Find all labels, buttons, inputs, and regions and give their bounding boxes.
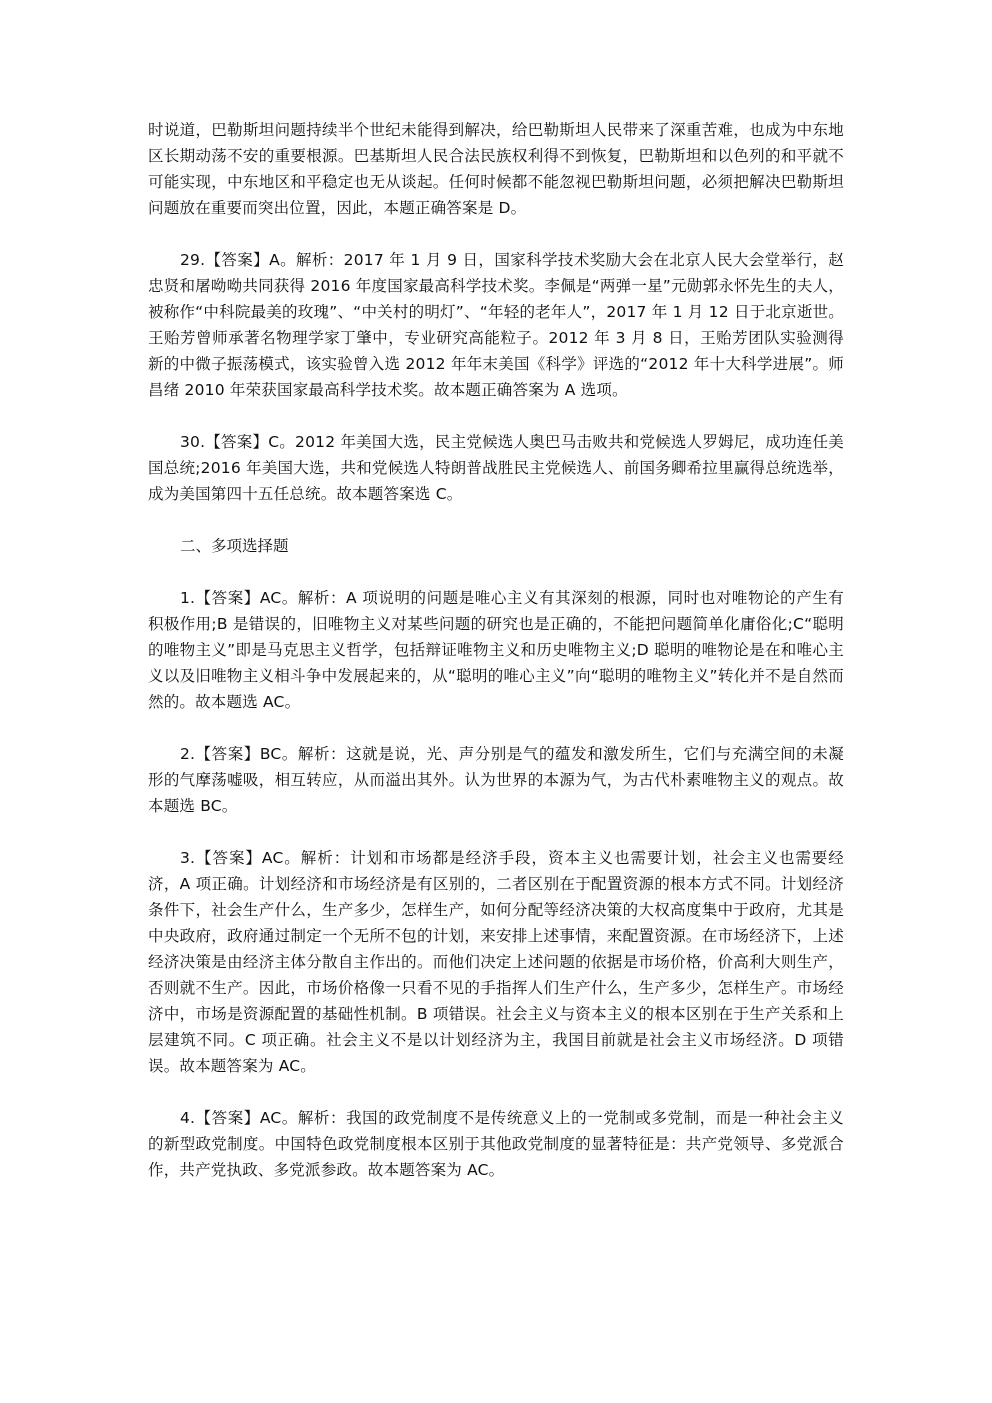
- answer-paragraph-continuation: 时说道，巴勒斯坦问题持续半个世纪未能得到解决，给巴勒斯坦人民带来了深重苦难，也成为中东地区长期动荡不安的重要根源。巴基斯坦人民合法民族权利得不到恢复，巴勒斯坦和以色列的和平就不可能实现，中东地区和平稳定也无从谈起。任何时候都不能忽视巴勒斯坦问题，必须把解决巴勒斯坦问题放在重要而突出位置，因此，本题正确答案是 D。: [148, 121, 844, 217]
- multi-answer-paragraph-1: 1.【答案】AC。解析：A 项说明的问题是唯心主义有其深刻的根源，同时也对唯物论的产生有积极作用;B 是错误的，旧唯物主义对某些问题的研究也是正确的，不能把问题简单化庸俗化;C“聪明的唯物主义”即是马克思主义哲学，包括辩证唯物主义和历史唯物主义;D 聪明的唯物论是在和唯心主义以及旧唯物主义相斗争中发展起来的，从“聪明的唯心主义”向“聪明的唯物主义”转化并不是自然而然的。故本题选 AC。: [148, 589, 844, 711]
- multi-answer-paragraph-2: 2.【答案】BC。解析：这就是说，光、声分别是气的蕴发和激发所生，它们与充满空间的未凝形的气摩荡嘘吸，相互转应，从而溢出其外。认为世界的本源为气，为古代朴素唯物主义的观点。故本题选 BC。: [148, 745, 844, 815]
- section-heading: 二、多项选择题: [180, 537, 289, 555]
- multi-answer-paragraph-3: 3.【答案】AC。解析：计划和市场都是经济手段，资本主义也需要计划，社会主义也需要经济，A 项正确。计划经济和市场经济是有区别的，二者区别在于配置资源的根本方式不同。计划经济条件下，社会生产什么，生产多少，怎样生产，如何分配等经济决策的大权高度集中于政府，尤其是中央政府，政府通过制定一个无所不包的计划，来安排上述事情，来配置资源。在市场经济下，上述经济决策是由经济主体分散自主作出的。而他们决定上述问题的依据是市场价格，价高利大则生产，否则就不生产。因此，市场价格像一只看不见的手指挥人们生产什么，生产多少，怎样生产。市场经济中，市场是资源配置的基础性机制。B 项错误。社会主义与资本主义的根本区别在于生产关系和上层建筑不同。C 项正确。社会主义不是以计划经济为主，我国目前就是社会主义市场经济。D 项错误。故本题答案为 AC。: [148, 849, 844, 1075]
- answer-paragraph-29: 29.【答案】A。解析：2017 年 1 月 9 日，国家科学技术奖励大会在北京人民大会堂举行，赵忠贤和屠呦呦共同获得 2016 年度国家最高科学技术奖。李佩是“两弹一星”元勋郭永怀先生的夫人，被称作“中科院最美的玫瑰”、“中关村的明灯”、“年轻的老年人”，2017 年 1 月 12 日于北京逝世。王贻芳曾师承著名物理学家丁肇中，专业研究高能粒子。2012 年 3 月 8 日，王贻芳团队实验测得新的中微子振荡模式，该实验曾入选 2012 年年末美国《科学》评选的“2012 年十大科学进展”。师昌绪 2010 年荣获国家最高科学技术奖。故本题正确答案为 A 选项。: [148, 251, 844, 399]
- answer-paragraph-30: 30.【答案】C。2012 年美国大选，民主党候选人奥巴马击败共和党候选人罗姆尼，成功连任美国总统;2016 年美国大选，共和党候选人特朗普战胜民主党候选人、前国务卿希拉里赢得总统选举，成为美国第四十五任总统。故本题答案选 C。: [148, 433, 844, 503]
- multi-answer-paragraph-4: 4.【答案】AC。解析：我国的政党制度不是传统意义上的一党制或多党制，而是一种社会主义的新型政党制度。中国特色政党制度根本区别于其他政党制度的显著特征是：共产党领导、多党派合作，共产党执政、多党派参政。故本题答案为 AC。: [148, 1109, 844, 1179]
- document-page: [148, 117, 844, 1209]
